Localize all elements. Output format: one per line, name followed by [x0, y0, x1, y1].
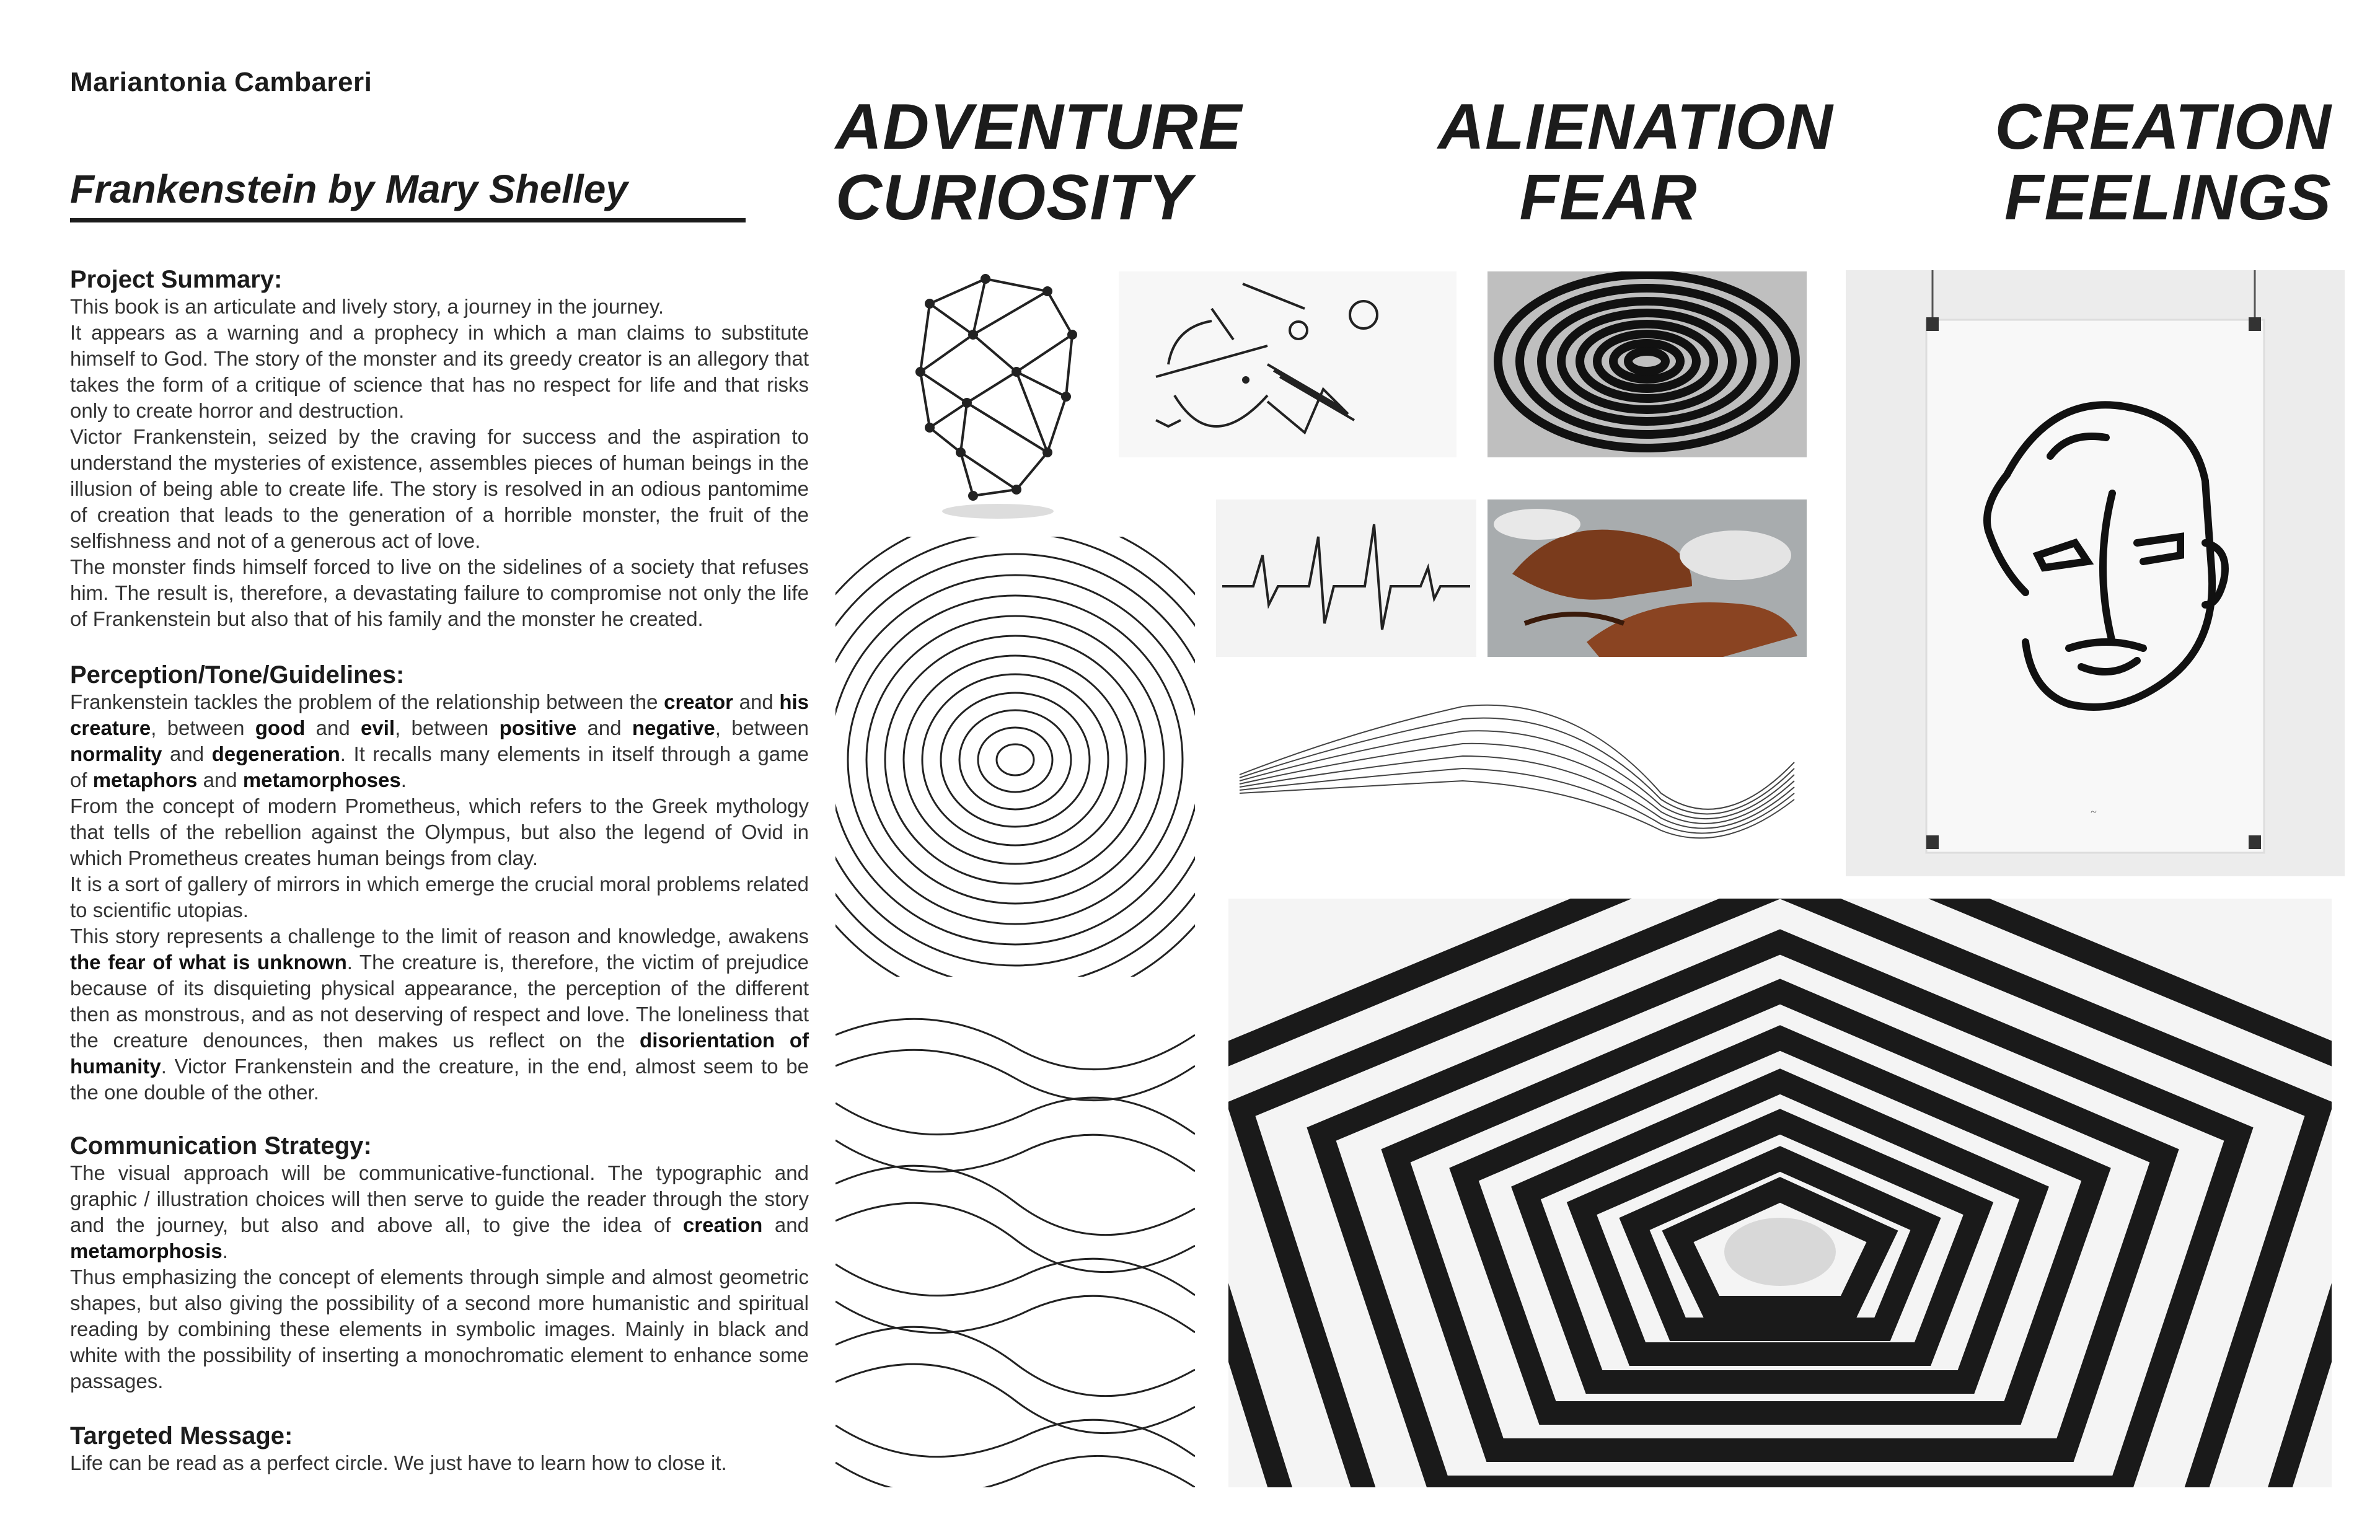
theme-alienation-fear	[1438, 91, 1833, 234]
theme-creation-feelings	[1995, 92, 2332, 233]
book-title: Frankenstein by Mary Shelley	[70, 167, 628, 211]
theme-adventure-curiosity	[835, 92, 1242, 233]
project-summary-heading: Project Summary:	[70, 266, 283, 293]
surreal-faces-image	[1488, 499, 1807, 657]
message-heading: Targeted Message:	[70, 1422, 293, 1450]
hanging-face-poster-image	[1846, 270, 2345, 876]
strategy-heading: Communication Strategy:	[70, 1132, 372, 1159]
perception-paragraph: This story represents a challenge to the limit of reason and knowledge, awakens the fear of what is unknown. The creature is, therefore, the victim of prejudice because of its disquieting physical appearance, the perception of the different then as monstrous, and as not deserving of respect and love. The loneliness that the creature denounces, then makes us reflect on the disorientation of humanity. Victor Frankenstein and the creature, in the end, almost seem to be the one double of the other.	[70, 925, 809, 1104]
perception-paragraph: From the concept of modern Prometheus, which refers to the Greek mythology that tells of the rebellion against the Olympus, but also the legend of Ovid in which Prometheus creates human beings from clay.	[70, 794, 809, 869]
perception-heading: Perception/Tone/Guidelines:	[70, 661, 405, 689]
striped-tunnel-image	[1228, 899, 2332, 1487]
theme-word: FEAR	[1519, 162, 1698, 234]
strategy-paragraph: Thus emphasizing the concept of elements through simple and almost geometric shapes, but also giving the possibility of a second more humanistic and spiritual reading by combining these elements in symbolic images. Mainly in black and white with the possibility of inserting a monochromatic element to enhance some passages.	[70, 1265, 809, 1393]
theme-word: CURIOSITY	[835, 162, 1192, 234]
flowing-lines-image	[835, 998, 1195, 1487]
theme-word: ALIENATION	[1438, 91, 1833, 163]
summary-paragraph: Victor Frankenstein, seized by the craving for success and the aspiration to understand the mysteries of existence, assembles pieces of human beings in the illusion of being able to create life. The story is resolved in an odious pantomime of creation that leads to the generation of a horrible monster, the fruit of the selfishness and not of a generous act of love.	[70, 425, 809, 552]
perception-paragraph: Frankenstein tackles the problem of the relationship between the creator and his creature, between good and evil, between positive and negative, between normality and degeneration. It recalls many elements in itself through a game of metaphors and metamorphoses.	[70, 690, 809, 791]
theme-word: FEELINGS	[2004, 162, 2332, 234]
message-paragraph: Life can be read as a perfect circle. We just have to learn how to close it.	[70, 1451, 727, 1474]
project-summary-section	[70, 265, 809, 632]
summary-paragraph: The monster finds himself forced to live on the sidelines of a society that refuses him. The result is, therefore, a devastating failure to compromise not only the life of Frankenstein but also that of his family and the monster he created.	[70, 555, 809, 630]
perception-section	[70, 661, 809, 1106]
wireframe-head-image	[892, 266, 1103, 527]
strategy-section	[70, 1132, 809, 1394]
strategy-paragraph: The visual approach will be communicative-functional. The typographic and graphic / illustration choices will then serve to guide the reader through the story and the journey, but also and above all, to give the idea of creation and metamorphosis.	[70, 1161, 809, 1262]
theme-word: ADVENTURE	[835, 91, 1243, 163]
title-underline	[70, 218, 746, 222]
abstract-sketch-image	[1119, 271, 1457, 457]
theme-word: CREATION	[1994, 91, 2332, 163]
topographic-lines-image	[835, 537, 1195, 977]
heartbeat-line-image	[1216, 499, 1476, 657]
perception-paragraph: It is a sort of gallery of mirrors in which emerge the crucial moral problems related to scientific utopias.	[70, 873, 809, 922]
summary-paragraph: This book is an articulate and lively story, a journey in the journey.	[70, 295, 664, 318]
concentric-rings-image	[1488, 271, 1807, 457]
svg-text:~: ~	[2091, 806, 2097, 818]
summary-paragraph: It appears as a warning and a prophecy in which a man claims to substitute himself to God. The story of the monster and its greedy creator is an allegory that takes the form of a critique of science that has no respect for life and that risks only to create horror and destruction.	[70, 321, 809, 422]
message-section	[70, 1422, 809, 1476]
wave-lines-image	[1227, 682, 1807, 868]
author-name: Mariantonia Cambareri	[70, 67, 372, 97]
